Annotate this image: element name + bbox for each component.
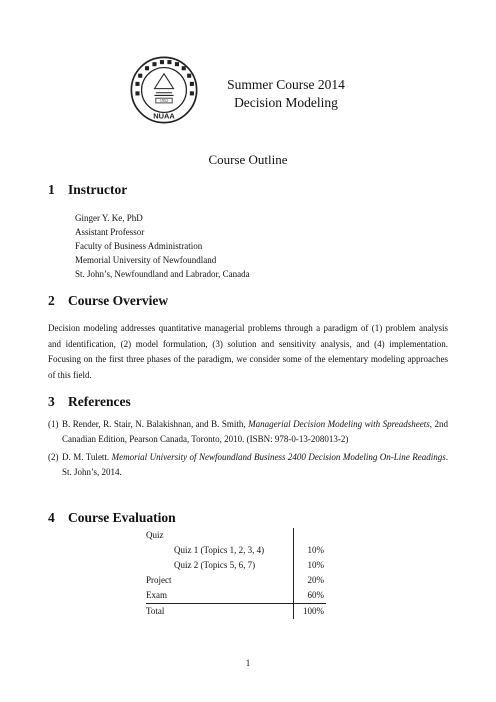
- reference-list: [48, 417, 448, 483]
- reference-title: Memorial University of Newfoundland Business 2400 Decision Modeling On-Line Readings: [111, 452, 446, 462]
- university-seal-icon: [130, 56, 198, 124]
- section-heading-evaluation: 4 Course Evaluation: [48, 510, 176, 525]
- eval-label: Project: [146, 575, 172, 585]
- instructor-rank: Assistant Professor: [75, 227, 145, 237]
- instructor-location: St. John’s, Newfoundland and Labrador, Canada: [75, 269, 250, 279]
- outline-title: Course Outline: [208, 152, 288, 167]
- course-subtitle: Decision Modeling: [234, 95, 338, 110]
- svg-text:1952: 1952: [159, 97, 169, 103]
- page-number: 1: [245, 658, 251, 668]
- eval-label: Quiz 1 (Topics 1, 2, 3, 4): [174, 545, 265, 555]
- section-heading-references: 3 References: [48, 394, 131, 409]
- svg-text:NUAA: NUAA: [153, 111, 175, 121]
- reference-item: (1) B. Render, R. Stair, N. Balakishnan, and B. Smith, Managerial Decision Modeling with Spreadsheets, 2nd Canadian Edition, Pearson Canada, Toronto, 2010. (ISBN: 978-0-13-208013-2): [48, 419, 449, 444]
- course-header: [206, 76, 366, 112]
- eval-total-label: Total: [146, 604, 294, 620]
- eval-label: Quiz: [146, 530, 164, 540]
- instructor-name: Ginger Y. Ke, PhD: [75, 213, 143, 223]
- eval-value: [294, 528, 327, 543]
- reference-title: Managerial Decision Modeling with Spreadsheets: [248, 419, 430, 429]
- eval-value: 10%: [294, 543, 327, 558]
- eval-value: 20%: [294, 573, 327, 588]
- instructor-faculty: Faculty of Business Administration: [75, 241, 203, 251]
- eval-total-value: 100%: [294, 604, 327, 620]
- reference-item: (2) D. M. Tulett. Memorial University of Newfoundland Business 2400 Decision Modeling On-Line Readings. St. John’s, 2014.: [48, 452, 448, 477]
- section-heading-instructor: 1 Instructor: [48, 182, 128, 197]
- instructor-block: [75, 211, 250, 281]
- instructor-university: Memorial University of Newfoundland: [75, 255, 217, 265]
- eval-value: 10%: [294, 558, 327, 573]
- section-heading-overview: 2 Course Overview: [48, 293, 169, 308]
- course-title: Summer Course 2014: [227, 77, 345, 92]
- evaluation-table: [146, 528, 326, 619]
- eval-label: Quiz 2 (Topics 5, 6, 7): [174, 560, 256, 570]
- eval-value: 60%: [294, 588, 327, 604]
- eval-label: Exam: [146, 590, 167, 600]
- overview-paragraph: Decision modeling addresses quantitative managerial problems through a paradigm of (1) problem analysis and identification, (2) model formulation, (3) solution and sensitivity analysis, and (4) implementation. Focusing on the first three phases of the paradigm, we consider some of the elementary modeling approaches of this field.: [48, 323, 448, 380]
